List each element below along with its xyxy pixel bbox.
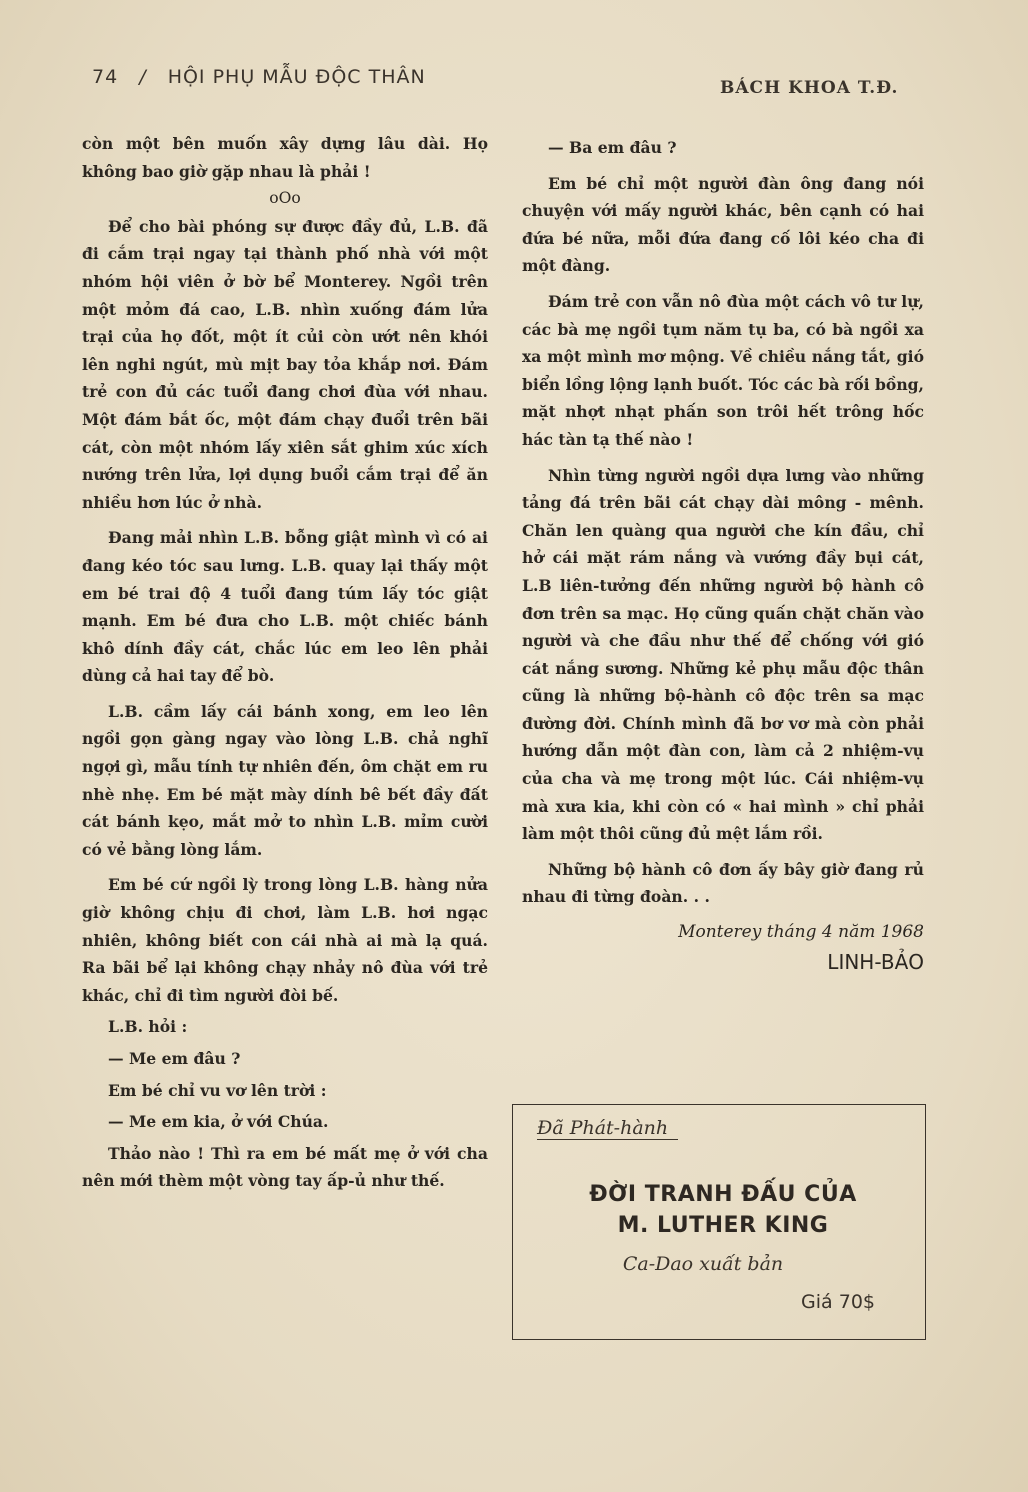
header-separator: / [139, 66, 147, 88]
paragraph: Đang mải nhìn L.B. bỗng giật mình vì có ai đang kéo tóc sau lưng. L.B. quay lại thấy một em bé trai độ 4 tuổi đang túm lấy tóc giật mạnh. Em bé đưa cho L.B. một chiếc bánh khô dính đầy cát, chắc lúc em leo lên phải dùng cả hai tay để bò. [82, 528, 488, 686]
paragraph: Những bộ hành cô đơn ấy bây giờ đang rủ nhau đi từng đoàn. . . [522, 859, 924, 907]
ad-title-line: ĐỜI TRANH ĐẤU CỦA [589, 1182, 857, 1207]
magazine-name: BÁCH KHOA T.Đ. [720, 78, 899, 98]
dialog-line: — Ba em đâu ? [548, 138, 677, 157]
dialog-line: Em bé chỉ vu vơ lên trời : [108, 1080, 327, 1100]
dialog-line: L.B. hỏi : [108, 1017, 188, 1037]
ad-label: Đã Phát-hành [537, 1117, 678, 1140]
dialog-line: — Me em kia, ở với Chúa. [108, 1112, 329, 1132]
paragraph: Nhìn từng người ngồi dựa lưng vào những tảng đá trên bãi cát chạy dài mông - mênh. Chăn len quàng qua người che kín đầu, chỉ hở cái mặt rám nắng và vướng đầy bụi cát, L.B liên-tưởng đến những người bộ hành cô đơn trên sa mạc. Họ cũng quấn chặt chăn vào người và che đầu như thế để chống với gió cát nắng sương. Những kẻ phụ mẫu độc thân cũng là những bộ-hành cô độc trên sa mạc đường đời. Chính mình đã bơ vơ mà còn phải hướng dẫn một đàn con, làm cả 2 nhiệm-vụ của cha và mẹ trong một lúc. Cái nhiệm-vụ mà xưa kia, khi còn có « hai mình » chỉ phải làm một thôi cũng đủ mệt lắm rồi. [522, 465, 924, 844]
ad-book-title [533, 1179, 913, 1241]
signature-place-date: Monterey tháng 4 năm 1968 [678, 922, 924, 943]
author-signature: LINH-BẢO [827, 949, 924, 974]
paragraph: còn một bên muốn xây dựng lâu dài. Họ không bao giờ gặp nhau là phải ! [82, 134, 488, 181]
paragraph: L.B. cầm lấy cái bánh xong, em leo lên ngồi gọn gàng ngay vào lòng L.B. chả nghĩ ngợi gì, mẫu tính tự nhiên đến, ôm chặt em ru nhè nhẹ. Em bé mặt mày dính bê bết đầy đất cát bánh kẹo, mắt mở to nhìn L.B. mỉm cười có vẻ bằng lòng lắm. [82, 701, 488, 859]
section-title: HỘI PHỤ MẪU ĐỘC THÂN [167, 66, 426, 88]
paragraph: Để cho bài phóng sự được đầy đủ, L.B. đã đi cắm trại ngay tại thành phố nhà với một nhóm hội viên ở bờ bể Monterey. Ngồi trên một mỏm đá cao, L.B. nhìn xuống đám lửa trại của họ đốt, một ít củi còn ướt nên khói lên nghi ngút, mù mịt bay tỏa khắp nơi. Đám trẻ con đủ các tuổi đang chơi đùa với nhau. Một đám bắt ốc, một đám chạy đuổi trên bãi cát, còn một nhóm lấy xiên sắt ghim xúc xích nướng trên lửa, lợi dụng buổi cắm trại để ăn nhiều hơn lúc ở nhà. [82, 216, 488, 512]
ad-price: Giá 70$ [801, 1291, 875, 1313]
paragraph: Thảo nào ! Thì ra em bé mất mẹ ở với cha nên mới thèm một vòng tay ấp-ủ như thế. [82, 1143, 488, 1191]
ad-title-line: M. LUTHER KING [617, 1213, 829, 1238]
right-column [522, 134, 924, 976]
dialog-line: — Me em đâu ? [108, 1049, 241, 1068]
paragraph: Em bé chỉ một người đàn ông đang nói chuyện với mấy người khác, bên cạnh có hai đứa bé nữa, mỗi đứa đang cố lôi kéo cha đi một đàng. [522, 173, 924, 276]
running-header [92, 66, 426, 88]
page-number: 74 [92, 66, 119, 88]
left-column [82, 130, 488, 1195]
ad-publisher: Ca-Dao xuất bản [622, 1253, 784, 1275]
section-divider: oOo [269, 189, 301, 208]
book-advertisement [512, 1104, 926, 1340]
paragraph: Đám trẻ con vẫn nô đùa một cách vô tư lự, các bà mẹ ngồi tụm năm tụ ba, có bà ngồi xa xa một mình mơ mộng. Về chiều nắng tắt, gió biển lồng lộng lạnh buốt. Tóc các bà rối bồng, mặt nhợt nhạt phấn son trôi hết trông hốc hác tàn tạ thế nào ! [522, 291, 924, 449]
paragraph: Em bé cứ ngồi lỳ trong lòng L.B. hàng nửa giờ không chịu đi chơi, làm L.B. hơi ngạc nhiên, không biết con cái nhà ai mà lạ quá. Ra bãi bể lại không chạy nhảy nô đùa với trẻ khác, chỉ đi tìm người đòi bế. [82, 875, 488, 1005]
